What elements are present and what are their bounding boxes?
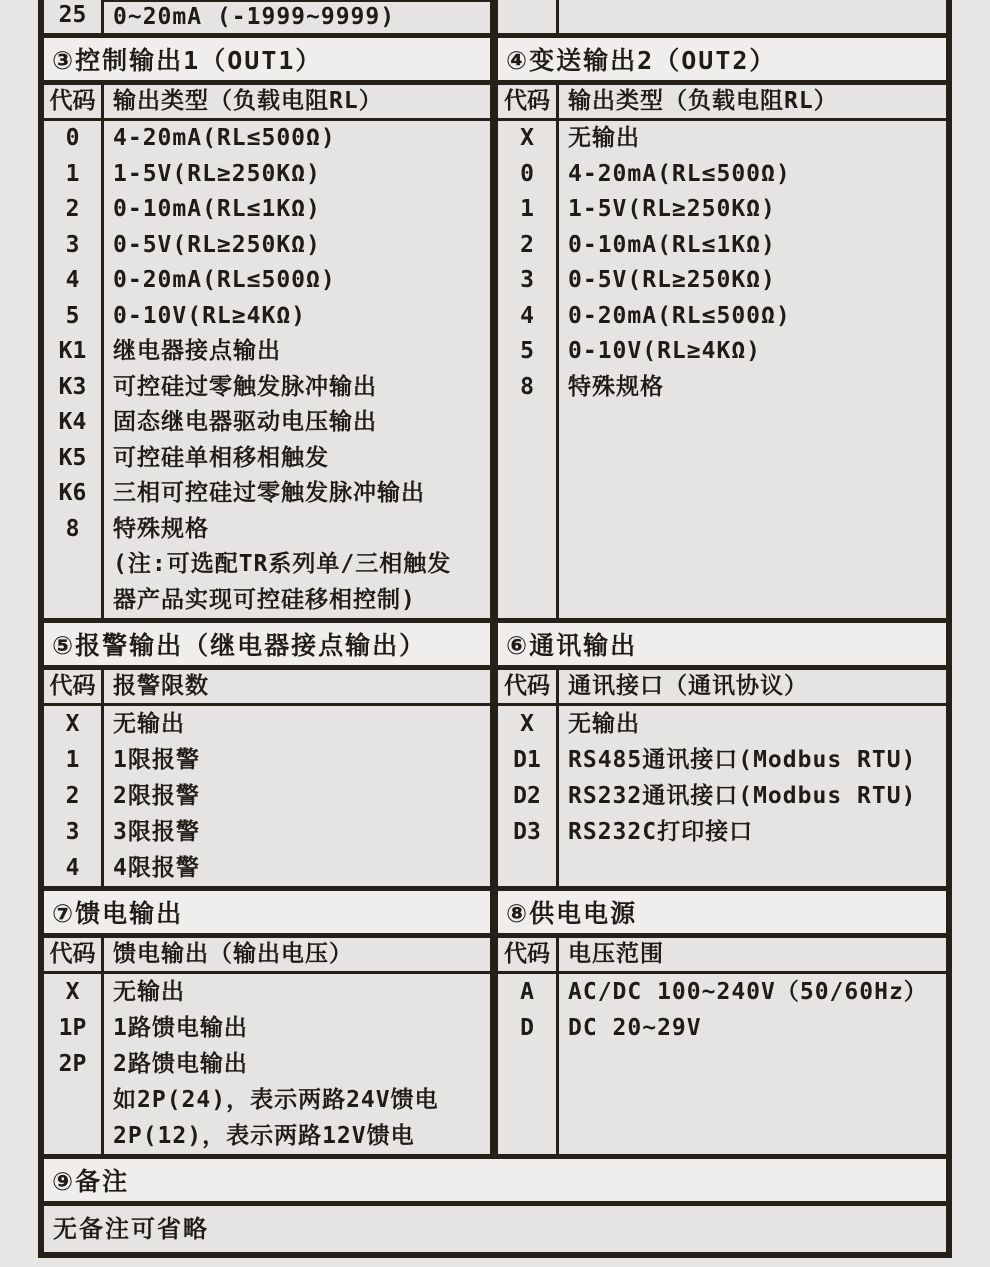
code-cell: 0	[520, 160, 534, 187]
desc-cell: 4-20mA(RL≤500Ω)	[568, 160, 791, 187]
section-band-5-6	[44, 618, 946, 670]
section-title-alarm-output: ⑤报警输出（继电器接点输出）	[52, 631, 427, 660]
code-cell: 0	[65, 125, 80, 151]
top-partial-row	[44, 0, 946, 33]
code-cell: X	[65, 711, 80, 737]
desc-cell: 4限报警	[113, 855, 200, 881]
code-cell: D2	[513, 783, 541, 809]
desc-cell: 继电器接点输出	[113, 338, 281, 364]
code-cell: X	[520, 125, 534, 151]
desc-cell: 2路馈电输出	[113, 1051, 248, 1077]
desc-cell: 0-5V(RL≥250KΩ)	[568, 267, 776, 293]
code-cell: D1	[513, 747, 541, 773]
code-cell: 5	[520, 338, 534, 364]
header-row-5-6	[44, 670, 946, 706]
code-cell: 3	[520, 267, 534, 293]
desc-cell: RS232C打印接口	[568, 819, 754, 845]
section-title-control-output-1: ③控制输出1（OUT1）	[52, 46, 323, 75]
code-cell: 3	[65, 819, 80, 845]
desc-header-cell: 输出类型（负载电阻RL）	[568, 88, 838, 114]
desc-cell: 可控硅过零触发脉冲输出	[113, 373, 377, 400]
code-cell: D3	[513, 819, 541, 845]
desc-cell: RS485通讯接口(Modbus RTU)	[568, 747, 917, 773]
code-cell: D	[520, 1015, 534, 1041]
desc-cell: 0-10V(RL≥4KΩ)	[113, 302, 307, 329]
desc-cell: 1-5V(RL≥250KΩ)	[568, 196, 776, 222]
section-title-feed-output: ⑦馈电输出	[52, 899, 184, 928]
code-cell: X	[520, 711, 534, 737]
desc-cell: 3限报警	[113, 819, 200, 845]
code-cell: 1	[520, 196, 534, 222]
desc-cell: 0-5V(RL≥250KΩ)	[113, 231, 321, 258]
desc-cell	[568, 0, 946, 33]
code-cell: K3	[58, 373, 87, 400]
data-area-3-4	[44, 121, 946, 618]
desc-cell: 固态继电器驱动电压输出	[113, 409, 377, 435]
header-row-7-8	[44, 938, 946, 974]
code-cell: 8	[65, 515, 80, 542]
desc-cell: 1路馈电输出	[113, 1015, 248, 1041]
section-8-data	[498, 974, 946, 1154]
desc-header-cell: 电压范围	[568, 941, 664, 967]
section-title-power-supply: ⑧供电电源	[506, 899, 638, 928]
desc-cell: 2P(12)，表示两路12V馈电	[113, 1123, 415, 1149]
code-cell: 2	[65, 196, 80, 222]
desc-cell: 0-10V(RL≥4KΩ)	[568, 338, 762, 364]
desc-cell: 0~20mA (-1999~9999)	[113, 4, 396, 30]
desc-cell: 2限报警	[113, 783, 200, 809]
code-cell: 5	[65, 302, 80, 329]
code-cell: 2	[65, 783, 80, 809]
section-band-7-8	[44, 886, 946, 938]
code-cell: 2P	[58, 1051, 87, 1077]
desc-cell: 0-10mA(RL≤1KΩ)	[113, 196, 321, 222]
desc-cell: (注:可选配TR系列单/三相触发	[113, 551, 452, 577]
data-area-5-6	[44, 706, 946, 886]
desc-cell: 器产品实现可控硅移相控制)	[113, 586, 416, 613]
desc-cell: DC 20~29V	[568, 1015, 702, 1041]
code-cell: 1	[65, 747, 80, 773]
section-title-remark: ⑨备注	[52, 1167, 130, 1196]
section-5-data	[44, 706, 498, 886]
code-cell: A	[520, 979, 534, 1005]
section-title-transmit-output-2: ④变送输出2（OUT2）	[506, 46, 777, 75]
desc-header-cell: 馈电输出（输出电压）	[113, 941, 353, 967]
desc-cell: 三相可控硅过零触发脉冲输出	[113, 480, 425, 506]
data-area-7-8	[44, 974, 946, 1154]
code-cell: 4	[520, 302, 534, 329]
section-7-data	[44, 974, 498, 1154]
section-4-data	[498, 121, 946, 618]
section-6-data	[498, 706, 946, 886]
header-row-3-4	[44, 85, 946, 121]
desc-cell: 特殊规格	[113, 515, 209, 542]
section-band-9	[44, 1154, 946, 1206]
desc-header-cell: 输出类型（负载电阻RL）	[113, 88, 383, 114]
section-3-data	[44, 121, 498, 618]
code-header-cell: 代码	[504, 941, 550, 967]
code-header-cell: 代码	[504, 673, 550, 699]
desc-cell: 如2P(24)，表示两路24V馈电	[113, 1087, 439, 1113]
code-cell: K4	[58, 409, 87, 435]
code-header-cell: 代码	[49, 941, 96, 967]
desc-cell: 无输出	[568, 711, 640, 737]
desc-header-cell: 通讯接口（通讯协议）	[568, 673, 808, 699]
desc-header-cell: 报警限数	[113, 673, 209, 699]
code-cell: 3	[65, 231, 80, 258]
code-cell: 1	[65, 160, 80, 187]
code-header-cell: 代码	[504, 88, 550, 114]
code-cell: 8	[520, 373, 534, 400]
code-cell: 4	[65, 267, 80, 293]
section-title-communication-output: ⑥通讯输出	[506, 631, 638, 660]
code-header-cell: 代码	[49, 673, 96, 699]
desc-cell: 0-20mA(RL≤500Ω)	[113, 267, 336, 293]
desc-cell: 无输出	[113, 979, 185, 1005]
code-cell: 2	[520, 231, 534, 258]
desc-cell: 1-5V(RL≥250KΩ)	[113, 160, 321, 187]
desc-cell: 特殊规格	[568, 373, 664, 400]
desc-cell: AC/DC 100~240V（50/60Hz）	[568, 979, 928, 1005]
desc-cell: RS232通讯接口(Modbus RTU)	[568, 783, 917, 809]
code-cell: K5	[58, 444, 87, 471]
section-band-3-4	[44, 33, 946, 85]
code-cell: K1	[58, 338, 87, 364]
desc-cell: 0-20mA(RL≤500Ω)	[568, 302, 791, 329]
code-header-cell: 代码	[49, 88, 96, 114]
code-cell: X	[65, 979, 80, 1005]
desc-cell: 4-20mA(RL≤500Ω)	[113, 125, 336, 151]
code-cell: 25	[58, 2, 87, 28]
desc-cell: 可控硅单相移相触发	[113, 444, 329, 471]
remark-content: 无备注可省略	[53, 1215, 209, 1243]
code-cell: 4	[65, 855, 80, 881]
code-cell: K6	[58, 480, 87, 506]
desc-cell: 无输出	[113, 711, 185, 737]
desc-cell: 无输出	[568, 125, 640, 151]
desc-cell: 1限报警	[113, 747, 200, 773]
order-code-table	[38, 0, 952, 1258]
code-cell: 1P	[58, 1015, 87, 1041]
desc-cell: 0-10mA(RL≤1KΩ)	[568, 231, 776, 258]
